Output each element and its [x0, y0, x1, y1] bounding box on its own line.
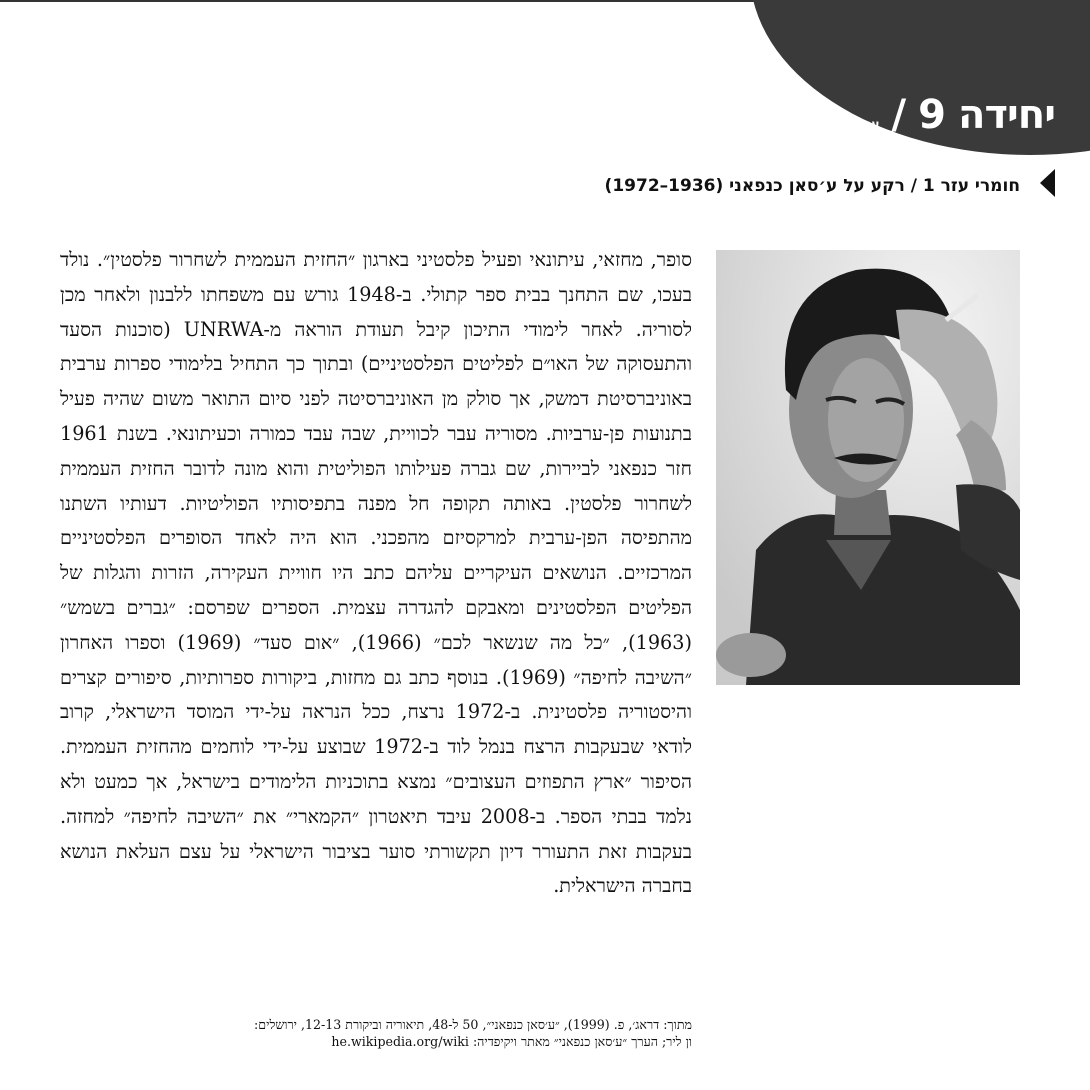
biography-text: סופר, מחזאי, עיתונאי ופעיל פלסטיני בארגון ״החזית העממית לשחרור פלסטין״. נולד בעכו, שם התחנך בבית ספר קתולי. ב-1948 גורש עם משפחתו ללבנון ולאחר מכן לסוריה. לאחר לימודי התיכון קיבל תעודת הוראה מ-UNRWA (סוכנות הסעד והתעסוקה של האו״ם לפליטים הפלסטיניים) ובתוך כך התחיל בלימודי ספרות ערבית באוניברסיטת דמשק, אך סולק מן האוניברסיטה לפני סיום התואר משום שהיה פעיל בתנועות פן-ערביות. מסוריה עבר לכוויית, שבה עבד כמורה וכעיתונאי. בשנת 1961 חזר כנפאני לביירות, שם גברה פעילותו הפוליטית והוא מונה לדובר החזית העממית לשחרור פלסטין. באותה תקופה חל מפנה בתפיסותיו הפוליטיות. דעותיו השתנו מהתפיסה הפן-ערבית למרקסיזם מהפכני. הוא היה לאחד הסופרים הפלסטיניים המרכזיים. הנושאים העיקריים עליהם כתב היו חוויית העקירה, הזרות והגלות של הפליטים הפלסטינים ומאבקם להגדרה עצמית. הספרים שפרסם: ״גברים בשמש״ (1963), ״כל מה שנשאר לכם״ (1966), ״אום סעד״ (1969) וספרו האחרון ״השיבה לחיפה״ (1969). בנוסף כתב גם מחזות, ביקורות ספרותיות, סיפורים קצרים והיסטוריה פלסטינית. ב-1972 נרצח, ככל הנראה על-ידי המוסד הישראלי, קרוב לודאי שבעקבות הרצח בנמל לוד ב-1972 שבוצע על-ידי לוחמים מהחזית העממית. הסיפור ״ארץ התפוזים העצובים״ נמצא בתוכניות הלימודים בישראל, אך כמעט ולא נלמד בבתי הספר. ב-2008 עיבד תיאטרון ״הקמארי״ את ״השיבה לחיפה״ למחזה. בעקבות זאת התעורר דיון תקשורתי סוער בציבור הישראלי על עצם העלאת הנושא בחברה הישראלית.	[60, 248, 693, 898]
unit-page-label: עמ׳ 1	[844, 117, 880, 131]
source-line-2: ון ליר; הערך ״ע׳סאן כנפאני״ מאתר ויקיפדיה: he.wikipedia.org/wiki	[331, 1034, 692, 1049]
portrait-illustration	[716, 250, 1020, 685]
source-citation	[60, 1016, 692, 1050]
unit-heading	[845, 92, 1055, 138]
section-title: חומרי עזר 1 / רקע על ע׳סאן כנפאני (1936–1972)	[604, 176, 1020, 196]
portrait-photo	[716, 250, 1020, 685]
unit-separator: /	[891, 92, 907, 138]
source-line-1: מתוך: דראג׳, פ. (1999), ״ע׳סאן כנפאני״, 50 ל-48, תיאוריה וביקורת 12-13, ירושלים:	[254, 1017, 692, 1032]
unit-number: 9	[918, 92, 946, 138]
section-arrow-icon	[1040, 169, 1055, 197]
unit-title: יחידה	[957, 92, 1055, 138]
